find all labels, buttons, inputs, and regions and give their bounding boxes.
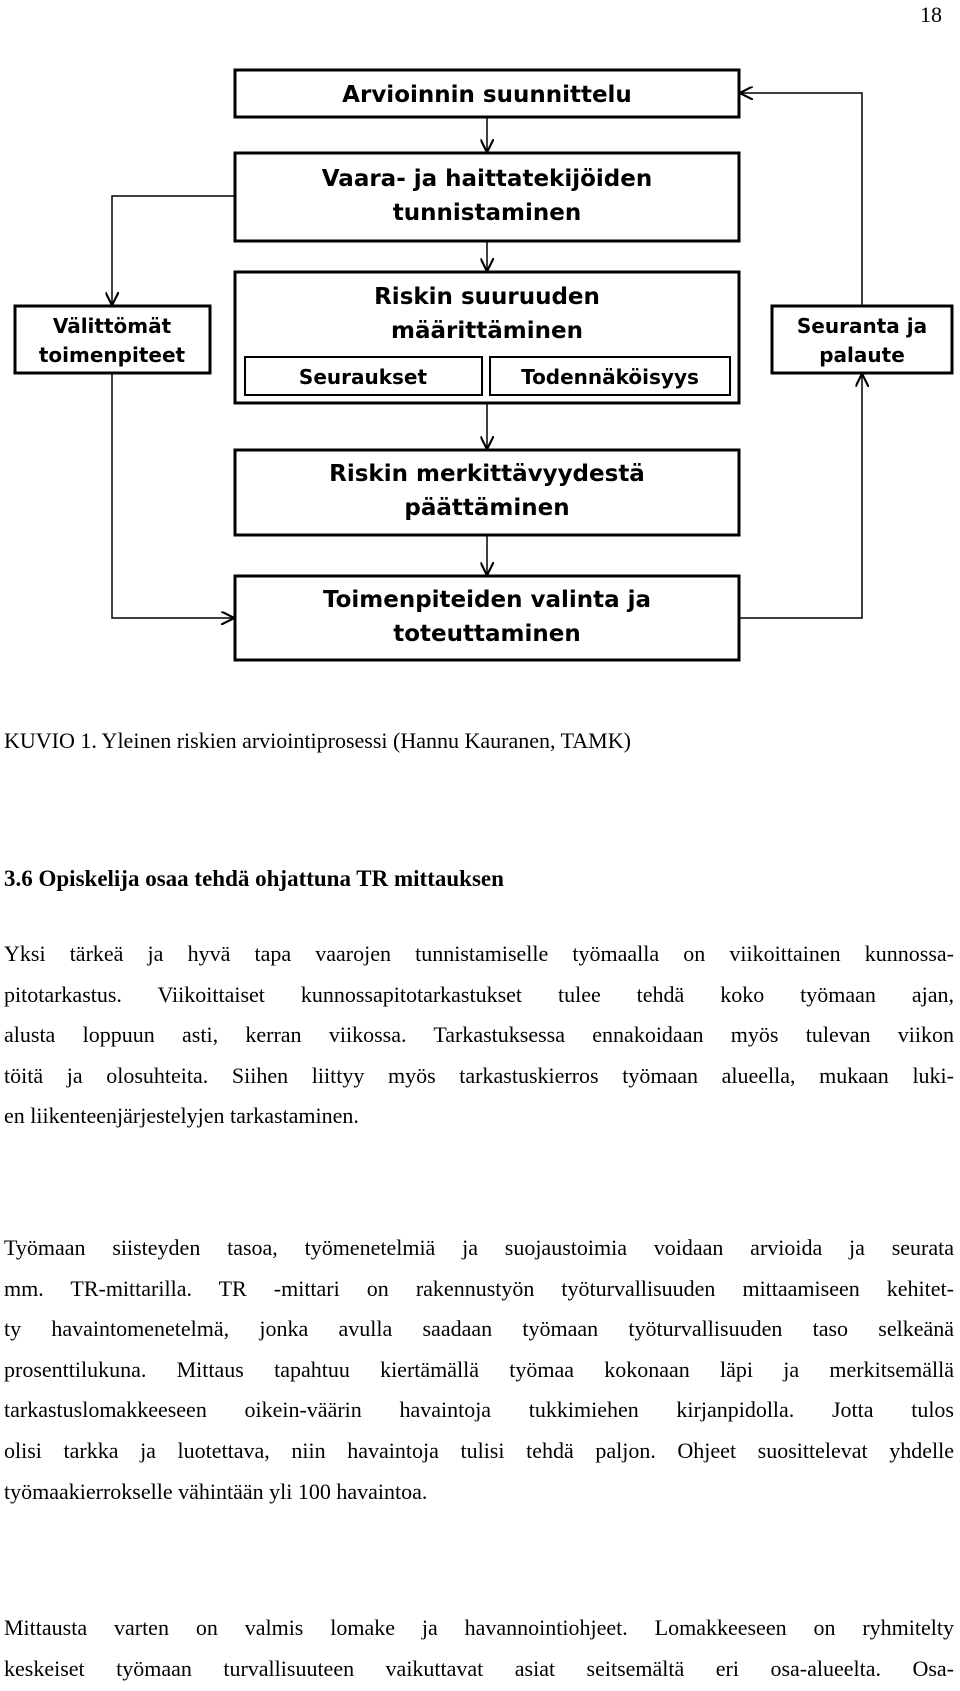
box-identification-line2: tunnistaminen — [392, 200, 582, 226]
box-probability-label: Todennäköisyys — [521, 365, 699, 389]
paragraph-2 — [4, 1228, 954, 1512]
risk-assessment-diagram — [0, 0, 960, 670]
paragraph-line: ty havaintomenetelmä, jonka avulla saadaan työmaan työturvallisuuden taso selkeänä — [4, 1316, 954, 1342]
arrow-planning-to-immediate — [112, 196, 235, 304]
box-immediate-line2: toimenpiteet — [38, 343, 186, 367]
paragraph-line: töitä ja olosuhteita. Siihen liittyy myös tarkastuskierros työmaan alueella, mukaan luki- — [4, 1062, 954, 1088]
paragraph-line: en liikenteenjärjestelyjen tarkastaminen. — [4, 1103, 359, 1129]
paragraph-3 — [4, 1608, 954, 1689]
box-size-line2: määrittäminen — [391, 318, 583, 344]
section-heading: 3.6 Opiskelija osaa tehdä ohjattuna TR mittauksen — [4, 866, 504, 891]
paragraph-line: alusta loppuun asti, kerran viikossa. Tarkastuksessa ennakoidaan myös tulevan viikon — [4, 1022, 954, 1048]
paragraph-line: työmaakierrokselle vähintään yli 100 havaintoa. — [4, 1478, 428, 1504]
paragraph-line: mm. TR-mittarilla. TR -mittari on rakennustyön työturvallisuuden mittaamiseen kehitet- — [4, 1275, 954, 1301]
box-monitoring-line2: palaute — [819, 343, 905, 367]
arrow-measures-to-monitoring — [739, 375, 862, 618]
figure-caption: KUVIO 1. Yleinen riskien arviointiprosessi (Hannu Kauranen, TAMK) — [4, 728, 631, 753]
arrow-immediate-to-measures — [112, 374, 233, 618]
paragraph-line: Työmaan siisteyden tasoa, työmenetelmiä ja suojaustoimia voidaan arvioida ja seurata — [4, 1235, 954, 1260]
paragraph-line: pitotarkastus. Viikoittaiset kunnossapitotarkastukset tulee tehdä koko työmaan ajan, — [4, 981, 954, 1007]
box-significance-line2: päättäminen — [404, 495, 570, 521]
box-monitoring-line1: Seuranta ja — [796, 314, 928, 338]
box-planning-label: Arvioinnin suunnittelu — [342, 82, 632, 108]
paragraph-line: keskeiset työmaan turvallisuuteen vaikuttavat asiat seitsemältä eri osa-alueelta. Osa- — [4, 1655, 954, 1681]
box-measures-line2: toteuttaminen — [393, 621, 581, 647]
box-measures-line1: Toimenpiteiden valinta ja — [322, 587, 652, 613]
box-size-line1: Riskin suuruuden — [374, 284, 600, 310]
box-immediate-line1: Välittömät — [52, 314, 172, 338]
box-consequences-label: Seuraukset — [298, 365, 428, 389]
arrow-monitoring-to-planning — [741, 93, 862, 306]
page-number: 18 — [920, 2, 942, 27]
paragraph-line: Mittausta varten on valmis lomake ja havannointiohjeet. Lomakkeeseen on ryhmitelty — [4, 1615, 954, 1640]
paragraph-line: prosenttilukuna. Mittaus tapahtuu kiertämällä työmaa kokonaan läpi ja merkitsemällä — [4, 1356, 954, 1382]
paragraph-line: Yksi tärkeä ja hyvä tapa vaarojen tunnistamiselle työmaalla on viikoittainen kunnossa- — [4, 941, 954, 966]
box-significance-line1: Riskin merkittävyydestä — [329, 461, 645, 487]
paragraph-1 — [4, 934, 954, 1137]
paragraph-line: tarkastuslomakkeeseen oikein-väärin havaintoja tukkimiehen kirjanpidolla. Jotta tulos — [4, 1397, 954, 1423]
paragraph-line: olisi tarkka ja luotettava, niin havaintoja tulisi tehdä paljon. Ohjeet suosittelevat yhdelle — [4, 1437, 954, 1463]
box-identification-line1: Vaara- ja haittatekijöiden — [321, 166, 653, 192]
